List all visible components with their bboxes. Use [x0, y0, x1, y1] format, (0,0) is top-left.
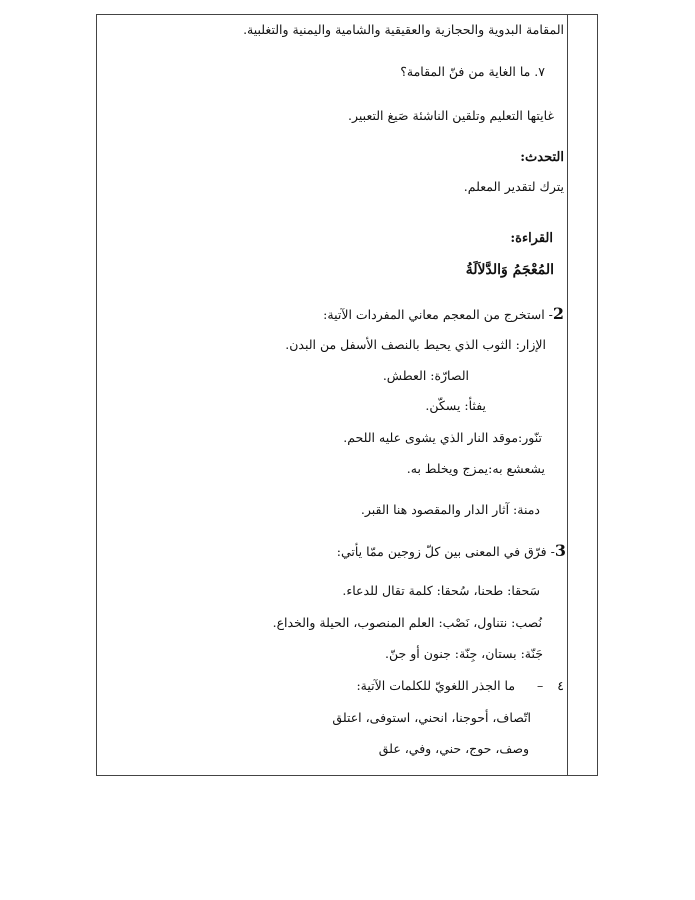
exercise-2	[323, 306, 564, 323]
question-7: ٧. ما الغاية من فنّ المقامة؟	[400, 64, 545, 79]
question-4	[356, 678, 564, 694]
pair-sahqan: سَحقا: طحنا، سُحقا: كلمة تقال للدعاء.	[342, 583, 540, 598]
speaking-heading: التحدث:	[520, 150, 564, 165]
question-4-text: ما الجذر اللغويّ للكلمات الآتية:	[356, 678, 516, 693]
answer-7: غايتها التعليم وتلقين الناشئة صَيغ التعبير.	[348, 108, 554, 123]
definition-sara: الصارّة: العطش.	[382, 368, 469, 383]
maqama-types-line: المقامة البدوية والحجازية والعقيقية والشامية واليمنية والتغلبية.	[243, 22, 564, 37]
definition-yafta: يفثأ: يسكّن.	[425, 398, 486, 413]
definition-yushaash: يشعشع به:يمزج ويخلط به.	[406, 461, 545, 476]
speaking-text: يترك لتقدير المعلم.	[463, 179, 564, 194]
definition-izar: الإزار: الثوب الذي يحيط بالنصف الأسفل من البدن.	[285, 337, 546, 352]
exercise-3	[337, 543, 566, 560]
roots-list: وصف، حوج، حني، وفي، علق	[378, 741, 529, 756]
exercise-2-text: - استخرج من المعجم معاني المفردات الآتية:	[323, 307, 553, 322]
lexicon-heading: المُعْجَمُ وَالدَّلاَلَةُ	[465, 262, 554, 278]
words-list: اتّصاف، أحوجنا، انحني، استوفى، اعتلق	[332, 710, 531, 725]
definition-dimna: دمنة: آثار الدار والمقصود هنا القبر.	[360, 502, 540, 517]
pair-janna: جَنّة: بستان، جِنّة: جنون أو جنّ.	[385, 646, 543, 661]
exercise-3-text: - فرّق في المعنى بين كلّ زوجين ممّا يأتي:	[336, 544, 555, 559]
question-4-dash: –	[537, 678, 544, 693]
pair-nusb: نُصب: نتناول، نَصْب: العلم المنصوب، الحيلة والخداع.	[272, 615, 542, 630]
reading-heading: القراءة:	[510, 231, 553, 246]
exercise-3-number: 3	[554, 541, 566, 560]
column-divider	[567, 14, 568, 776]
exercise-2-number: 2	[552, 304, 564, 323]
definition-tannur: تنّور:موقد النار الذي يشوى عليه اللحم.	[343, 430, 542, 445]
question-4-number: ٤	[557, 678, 564, 693]
